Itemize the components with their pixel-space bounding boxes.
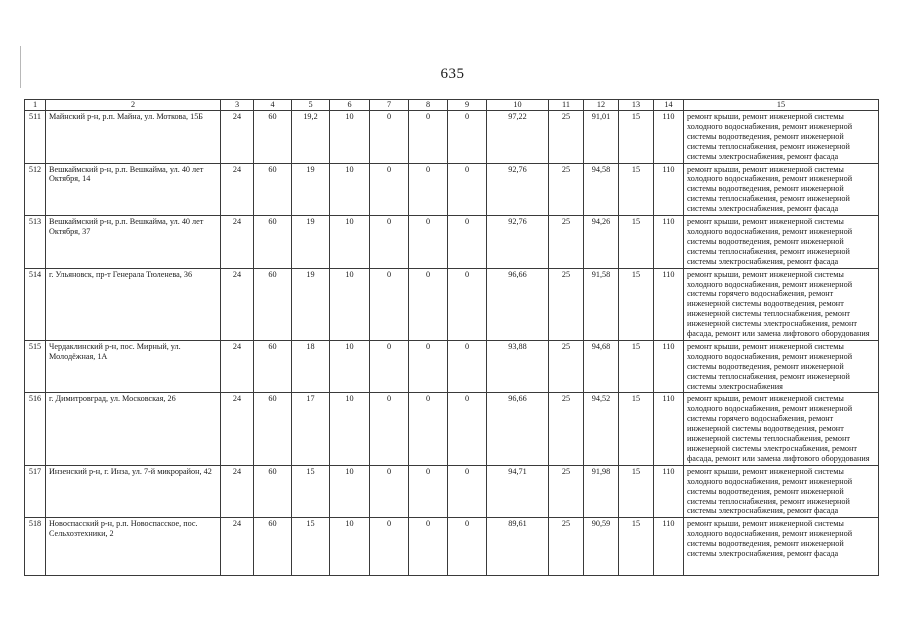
- value-cell: 0: [448, 393, 487, 465]
- value-cell: 0: [409, 216, 448, 269]
- value-cell: 10: [330, 268, 370, 340]
- value-cell: 0: [409, 465, 448, 518]
- column-header: 7: [370, 100, 409, 111]
- value-cell: 10: [330, 163, 370, 216]
- works-cell: ремонт крыши, ремонт инженерной системы холодного водоснабжения, ремонт инженерной системы водоотведения, ремонт инженерной системы теплоснабжения, ремонт инженерной системы электроснабжения, ремонт фасада: [684, 111, 879, 164]
- column-header: 13: [619, 100, 654, 111]
- value-cell: 24: [221, 268, 254, 340]
- value-cell: 15: [619, 393, 654, 465]
- works-cell: ремонт крыши, ремонт инженерной системы холодного водоснабжения, ремонт инженерной системы горячего водоснабжения, ремонт инженерной системы водоотведения, ремонт инженерной системы теплоснабжения, ремонт инженерной системы электроснабжения, ремонт фасада, ремонт или замена лифтового оборудования: [684, 268, 879, 340]
- repair-register-table: [24, 99, 879, 576]
- value-cell: 0: [409, 111, 448, 164]
- value-cell: 60: [254, 111, 292, 164]
- value-cell: 0: [370, 268, 409, 340]
- value-cell: 25: [549, 216, 584, 269]
- column-header: 14: [654, 100, 684, 111]
- address-cell: Чердаклинский р-н, пос. Мирный, ул. Молодёжная, 1А: [46, 340, 221, 393]
- value-cell: 91,01: [584, 111, 619, 164]
- works-cell: ремонт крыши, ремонт инженерной системы холодного водоснабжения, ремонт инженерной системы горячего водоснабжения, ремонт инженерной системы водоотведения, ремонт инженерной системы теплоснабжения, ремонт инженерной системы электроснабжения, ремонт фасада, ремонт или замена лифтового оборудования: [684, 393, 879, 465]
- value-cell: 110: [654, 465, 684, 518]
- value-cell: 94,68: [584, 340, 619, 393]
- value-cell: 0: [409, 518, 448, 576]
- value-cell: 60: [254, 216, 292, 269]
- value-cell: 19: [292, 268, 330, 340]
- value-cell: 25: [549, 163, 584, 216]
- value-cell: 60: [254, 393, 292, 465]
- value-cell: 93,88: [487, 340, 549, 393]
- value-cell: 0: [370, 340, 409, 393]
- row-number: 513: [25, 216, 46, 269]
- row-number: 517: [25, 465, 46, 518]
- value-cell: 0: [409, 340, 448, 393]
- value-cell: 24: [221, 340, 254, 393]
- value-cell: 60: [254, 268, 292, 340]
- value-cell: 92,76: [487, 216, 549, 269]
- value-cell: 60: [254, 518, 292, 576]
- column-header: 1: [25, 100, 46, 111]
- column-header: 4: [254, 100, 292, 111]
- value-cell: 0: [370, 465, 409, 518]
- works-cell: ремонт крыши, ремонт инженерной системы холодного водоснабжения, ремонт инженерной системы водоотведения, ремонт инженерной системы теплоснабжения, ремонт инженерной системы электроснабжения, ремонт фасада: [684, 163, 879, 216]
- value-cell: 94,26: [584, 216, 619, 269]
- value-cell: 24: [221, 111, 254, 164]
- table-row: [25, 518, 879, 576]
- value-cell: 0: [409, 268, 448, 340]
- value-cell: 90,59: [584, 518, 619, 576]
- works-cell: ремонт крыши, ремонт инженерной системы холодного водоснабжения, ремонт инженерной системы водоотведения, ремонт инженерной системы электроснабжения, ремонт фасада: [684, 518, 879, 576]
- value-cell: 91,98: [584, 465, 619, 518]
- page-number: 635: [440, 66, 465, 82]
- table-row: [25, 216, 879, 269]
- column-header: 5: [292, 100, 330, 111]
- value-cell: 17: [292, 393, 330, 465]
- value-cell: 19: [292, 216, 330, 269]
- address-cell: г. Димитровград, ул. Московская, 26: [46, 393, 221, 465]
- address-cell: Инзенский р-н, г. Инза, ул. 7-й микрорайон, 42: [46, 465, 221, 518]
- table-row: [25, 340, 879, 393]
- value-cell: 110: [654, 111, 684, 164]
- value-cell: 24: [221, 465, 254, 518]
- value-cell: 0: [370, 518, 409, 576]
- address-cell: Вешкаймский р-н, р.п. Вешкайма, ул. 40 лет Октября, 37: [46, 216, 221, 269]
- works-cell: ремонт крыши, ремонт инженерной системы холодного водоснабжения, ремонт инженерной системы водоотведения, ремонт инженерной системы теплоснабжения, ремонт инженерной системы электроснабжения, ремонт фасада: [684, 216, 879, 269]
- value-cell: 0: [409, 163, 448, 216]
- column-header: 2: [46, 100, 221, 111]
- address-cell: Новоспасский р-н, р.п. Новоспасское, пос. Сельхозтехники, 2: [46, 518, 221, 576]
- table-row: [25, 393, 879, 465]
- column-header: 10: [487, 100, 549, 111]
- row-number: 514: [25, 268, 46, 340]
- table-row: [25, 465, 879, 518]
- value-cell: 96,66: [487, 268, 549, 340]
- value-cell: 19,2: [292, 111, 330, 164]
- value-cell: 25: [549, 111, 584, 164]
- value-cell: 15: [619, 216, 654, 269]
- value-cell: 0: [448, 340, 487, 393]
- value-cell: 110: [654, 393, 684, 465]
- works-cell: ремонт крыши, ремонт инженерной системы холодного водоснабжения, ремонт инженерной системы водоотведения, ремонт инженерной системы теплоснабжения, ремонт инженерной системы электроснабжения, ремонт фасада: [684, 465, 879, 518]
- value-cell: 0: [448, 465, 487, 518]
- value-cell: 24: [221, 393, 254, 465]
- row-number: 516: [25, 393, 46, 465]
- row-number: 512: [25, 163, 46, 216]
- value-cell: 60: [254, 163, 292, 216]
- value-cell: 110: [654, 518, 684, 576]
- value-cell: 25: [549, 518, 584, 576]
- table-row: [25, 163, 879, 216]
- value-cell: 10: [330, 465, 370, 518]
- value-cell: 110: [654, 216, 684, 269]
- value-cell: 0: [370, 163, 409, 216]
- value-cell: 0: [448, 268, 487, 340]
- row-number: 511: [25, 111, 46, 164]
- table-row: [25, 268, 879, 340]
- value-cell: 24: [221, 216, 254, 269]
- row-number: 515: [25, 340, 46, 393]
- value-cell: 0: [448, 111, 487, 164]
- value-cell: 89,61: [487, 518, 549, 576]
- value-cell: 10: [330, 393, 370, 465]
- value-cell: 0: [448, 518, 487, 576]
- value-cell: 24: [221, 518, 254, 576]
- value-cell: 91,58: [584, 268, 619, 340]
- column-header: 8: [409, 100, 448, 111]
- column-header: 11: [549, 100, 584, 111]
- column-header: 12: [584, 100, 619, 111]
- value-cell: 10: [330, 340, 370, 393]
- value-cell: 18: [292, 340, 330, 393]
- address-cell: Вешкаймский р-н, р.п. Вешкайма, ул. 40 лет Октября, 14: [46, 163, 221, 216]
- value-cell: 25: [549, 393, 584, 465]
- value-cell: 94,58: [584, 163, 619, 216]
- value-cell: 60: [254, 340, 292, 393]
- value-cell: 92,76: [487, 163, 549, 216]
- value-cell: 19: [292, 163, 330, 216]
- value-cell: 97,22: [487, 111, 549, 164]
- value-cell: 15: [619, 340, 654, 393]
- column-header: 3: [221, 100, 254, 111]
- header-row: [25, 100, 879, 111]
- works-cell: ремонт крыши, ремонт инженерной системы холодного водоснабжения, ремонт инженерной системы водоотведения, ремонт инженерной системы теплоснабжения, ремонт инженерной системы электроснабжения: [684, 340, 879, 393]
- value-cell: 24: [221, 163, 254, 216]
- value-cell: 0: [370, 216, 409, 269]
- value-cell: 15: [292, 465, 330, 518]
- value-cell: 110: [654, 268, 684, 340]
- value-cell: 10: [330, 111, 370, 164]
- value-cell: 0: [370, 111, 409, 164]
- address-cell: г. Ульяновск, пр-т Генерала Тюленева, 36: [46, 268, 221, 340]
- value-cell: 15: [619, 268, 654, 340]
- value-cell: 25: [549, 465, 584, 518]
- value-cell: 15: [292, 518, 330, 576]
- value-cell: 15: [619, 518, 654, 576]
- value-cell: 94,71: [487, 465, 549, 518]
- table-row: [25, 111, 879, 164]
- value-cell: 15: [619, 111, 654, 164]
- value-cell: 0: [448, 216, 487, 269]
- column-header: 6: [330, 100, 370, 111]
- row-number: 518: [25, 518, 46, 576]
- address-cell: Майнский р-н, р.п. Майна, ул. Моткова, 15Б: [46, 111, 221, 164]
- value-cell: 15: [619, 465, 654, 518]
- value-cell: 10: [330, 216, 370, 269]
- value-cell: 94,52: [584, 393, 619, 465]
- value-cell: 0: [370, 393, 409, 465]
- value-cell: 10: [330, 518, 370, 576]
- value-cell: 110: [654, 340, 684, 393]
- column-header: 9: [448, 100, 487, 111]
- value-cell: 110: [654, 163, 684, 216]
- value-cell: 25: [549, 268, 584, 340]
- column-header: 15: [684, 100, 879, 111]
- value-cell: 96,66: [487, 393, 549, 465]
- value-cell: 15: [619, 163, 654, 216]
- value-cell: 60: [254, 465, 292, 518]
- value-cell: 0: [448, 163, 487, 216]
- value-cell: 0: [409, 393, 448, 465]
- value-cell: 25: [549, 340, 584, 393]
